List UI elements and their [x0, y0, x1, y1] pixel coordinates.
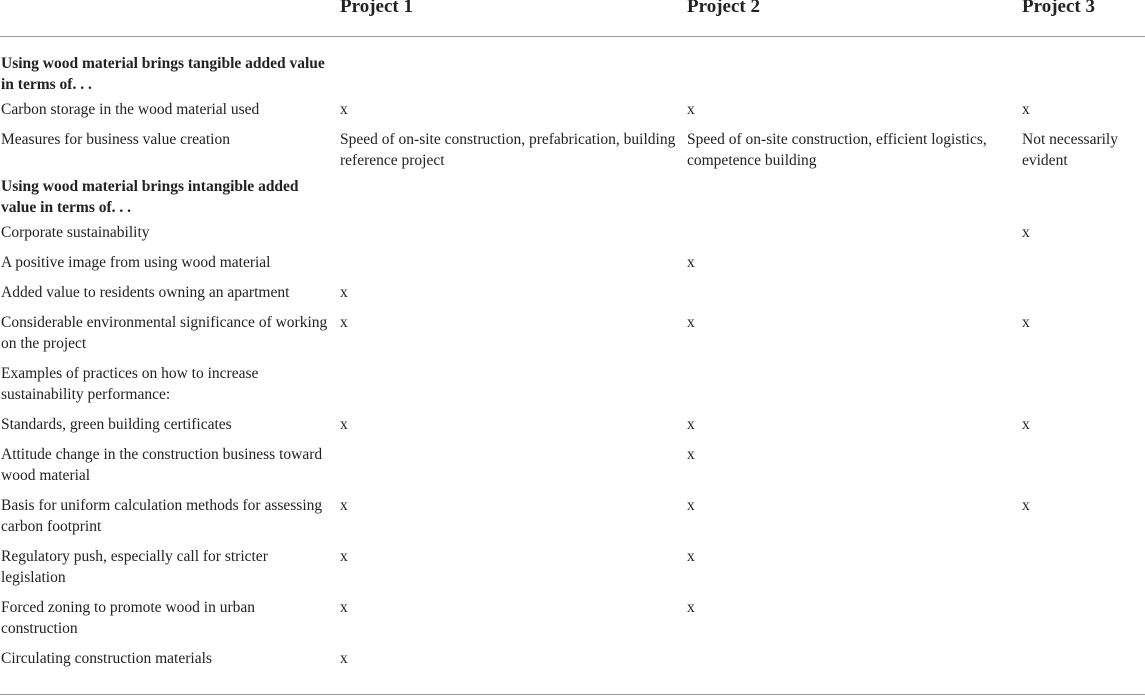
table-row [0, 359, 1145, 410]
table-cell-criteria: Examples of practices on how to increase sustainability performance: [1, 365, 259, 403]
table-cell-criteria: Measures for business value creation [1, 131, 230, 148]
table-cell-project-1: x [340, 497, 348, 514]
table-cell-criteria: Forced zoning to promote wood in urban construction [1, 599, 255, 637]
table-cell-project-1: x [340, 284, 348, 301]
table-cell-project-1: x [340, 314, 348, 331]
table-cell-project-3: x [1022, 314, 1030, 331]
table-cell-project-1 [338, 176, 685, 218]
table-cell-project-3: x [1022, 224, 1030, 241]
table-cell-project-3 [1020, 440, 1145, 491]
table-cell-project-2 [685, 278, 1020, 308]
table-row [0, 410, 1145, 440]
table-cell-criteria: Considerable environmental significance of working on the project [1, 314, 328, 352]
table-cell-project-1 [338, 440, 685, 491]
table-section-row [0, 176, 1145, 218]
table-cell-criteria: Using wood material brings intangible added value in terms of. . . [1, 178, 299, 216]
table-cell-project-1: x [340, 548, 348, 565]
table-row [0, 278, 1145, 308]
table-header [0, 0, 1145, 37]
table-cell-project-1 [338, 359, 685, 410]
table-cell-project-1: x [340, 101, 348, 118]
table-body [0, 37, 1145, 686]
table-cell-project-3 [1020, 644, 1145, 685]
table-row [0, 440, 1145, 491]
table-cell-project-2: x [687, 254, 695, 271]
table-cell-project-2: Speed of on-site construction, efficient logistics, competence building [687, 131, 987, 169]
table-cell-criteria: Circulating construction materials [1, 650, 212, 667]
table-cell-criteria: Attitude change in the construction business toward wood material [1, 446, 323, 484]
table-row [0, 125, 1145, 176]
table-cell-project-2 [685, 644, 1020, 685]
table-cell-project-1 [338, 218, 685, 248]
table-row [0, 95, 1145, 125]
table-cell-project-2 [685, 37, 1020, 96]
table-row [0, 491, 1145, 542]
table-cell-project-2 [685, 176, 1020, 218]
table-cell-project-3 [1020, 176, 1145, 218]
table-cell-project-3 [1020, 359, 1145, 410]
table-row [0, 248, 1145, 278]
table-cell-project-2: x [687, 101, 695, 118]
table-cell-project-2: x [687, 416, 695, 433]
table-row [0, 542, 1145, 593]
table-section-row [0, 37, 1145, 96]
table-cell-criteria: Corporate sustainability [1, 224, 150, 241]
table-cell-project-2: x [687, 599, 695, 616]
table-row [0, 218, 1145, 248]
table-cell-project-1 [338, 248, 685, 278]
table-cell-project-3: x [1022, 416, 1030, 433]
header-cell-project-2: Project 2 [685, 0, 1020, 37]
table-cell-project-1: x [340, 416, 348, 433]
table-cell-project-2: x [687, 314, 695, 331]
table-cell-criteria: Using wood material brings tangible added value in terms of. . . [1, 55, 325, 93]
table-cell-project-3 [1020, 248, 1145, 278]
table-cell-project-2: x [687, 548, 695, 565]
table-cell-criteria: A positive image from using wood material [1, 254, 271, 271]
table-cell-project-3 [1020, 593, 1145, 644]
table-cell-project-2: x [687, 497, 695, 514]
table-cell-project-3 [1020, 37, 1145, 96]
table-cell-project-1: Speed of on-site construction, prefabrication, building reference project [340, 131, 676, 169]
table-cell-project-3 [1020, 278, 1145, 308]
table-bottom-rule [0, 694, 1145, 695]
table-row [0, 593, 1145, 644]
table-row [0, 308, 1145, 359]
table-cell-criteria: Carbon storage in the wood material used [1, 101, 260, 118]
table-cell-criteria: Added value to residents owning an apartment [1, 284, 290, 301]
table-cell-project-2: x [687, 446, 695, 463]
table-row [0, 644, 1145, 685]
header-cell-criteria [0, 0, 338, 37]
table-cell-criteria: Basis for uniform calculation methods for assessing carbon footprint [1, 497, 323, 535]
table-cell-project-1 [338, 37, 685, 96]
table-cell-project-2 [685, 359, 1020, 410]
table-cell-criteria: Standards, green building certificates [1, 416, 232, 433]
header-cell-project-3: Project 3 [1020, 0, 1145, 37]
header-cell-project-1: Project 1 [338, 0, 685, 37]
table-cell-project-1: x [340, 599, 348, 616]
table-cell-project-3: Not necessarily evident [1022, 131, 1118, 169]
table-cell-criteria: Regulatory push, especially call for stricter legislation [1, 548, 268, 586]
table-cell-project-2 [685, 218, 1020, 248]
header-row [0, 0, 1145, 37]
table-cell-project-3 [1020, 542, 1145, 593]
table-cell-project-3: x [1022, 101, 1030, 118]
table-cell-project-3: x [1022, 497, 1030, 514]
table-cell-project-1: x [340, 650, 348, 667]
